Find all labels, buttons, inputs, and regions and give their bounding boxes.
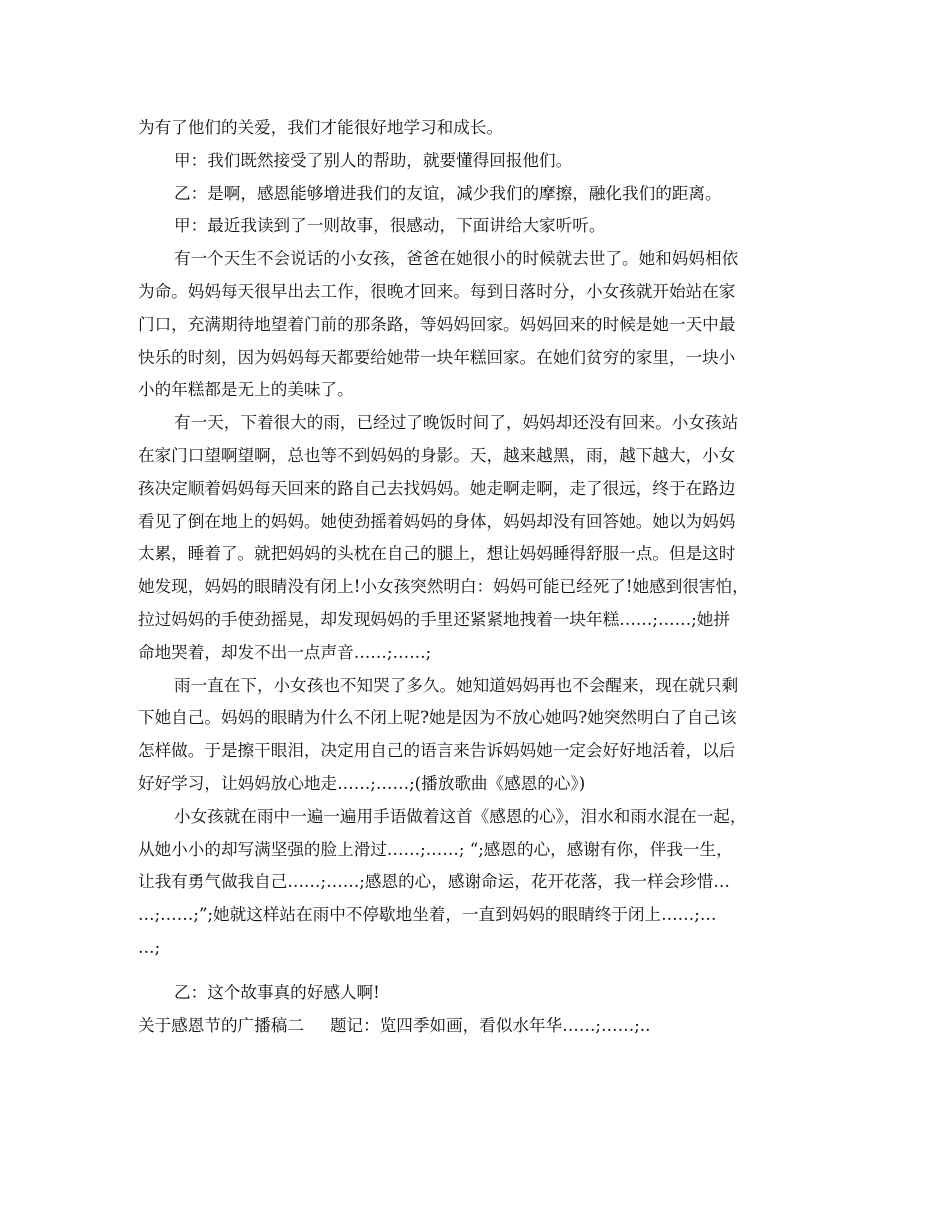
story-paragraph-1-line: 快乐的时刻，因为妈妈每天都要给她带一块年糕回家。在她们贫穷的家里，一块小 — [138, 347, 736, 367]
story-paragraph-4-line: 小女孩就在雨中一遍一遍用手语做着这首《感恩的心》，泪水和雨水混在一起， — [174, 806, 747, 826]
story-paragraph-2-line: 有一天，下着很大的雨，已经过了晚饭时间了，妈妈却还没有回来。小女孩站 — [174, 413, 739, 433]
story-paragraph-3-line: 雨一直在下，小女孩也不知哭了多久。她知道妈妈再也不会醒来，现在就只剩 — [174, 675, 739, 695]
section-epigraph: 题记：览四季如画，看似水年华……;……;.. — [329, 1015, 651, 1035]
story-paragraph-4-line: 从她小小的却写满坚强的脸上滑过……;……; “;感恩的心，感谢有你，伴我一生， — [138, 839, 733, 859]
story-paragraph-4-line: …;……;”;她就这样站在雨中不停歇地坐着，一直到妈妈的眼睛终于闭上……;… — [138, 905, 717, 925]
story-paragraph-3-line: 好好学习，让妈妈放心地走……;……;(播放歌曲《感恩的心》) — [138, 773, 586, 793]
dialogue-line-yi: 乙：这个故事真的好感人啊! — [174, 982, 380, 1002]
next-section-line — [138, 1010, 818, 1043]
story-paragraph-2-line: 命地哭着，却发不出一点声音……;……; — [138, 642, 432, 662]
story-paragraph-2-line: 看见了倒在地上的妈妈。她使劲摇着妈妈的身体，妈妈却没有回答她。她以为妈妈 — [138, 511, 736, 531]
story-paragraph-4-line: 让我有勇气做我自己……;……;感恩的心，感谢命运，花开花落，我一样会珍惜… — [138, 872, 730, 892]
story-paragraph-4-line: …; — [138, 937, 161, 957]
dialogue-line-yi: 乙：是啊，感恩能够增进我们的友谊，减少我们的摩擦，融化我们的距离。 — [174, 183, 722, 203]
story-paragraph-2-line: 太累，睡着了。就把妈妈的头枕在自己的腿上，想让妈妈睡得舒服一点。但是这时 — [138, 544, 736, 564]
dialogue-line-jia: 甲：我们既然接受了别人的帮助，就要懂得回报他们。 — [174, 150, 573, 170]
dialogue-line-jia: 甲：最近我读到了一则故事，很感动，下面讲给大家听听。 — [174, 216, 606, 236]
story-paragraph-2-line: 在家门口望啊望啊，总也等不到妈妈的身影。天，越来越黑，雨，越下越大，小女 — [138, 445, 736, 465]
story-paragraph-2-line: 她发现，妈妈的眼睛没有闭上!小女孩突然明白：妈妈可能已经死了!她感到很害怕， — [138, 577, 749, 597]
paragraph-gap — [138, 965, 818, 977]
story-paragraph-3-line: 怎样做。于是擦干眼泪，决定用自己的语言来告诉妈妈她一定会好好地活着，以后 — [138, 741, 736, 761]
story-paragraph-1-line: 为命。妈妈每天很早出去工作，很晚才回来。每到日落时分，小女孩就开始站在家 — [138, 281, 736, 301]
story-paragraph-2-line: 孩决定顺着妈妈每天回来的路自己去找妈妈。她走啊走啊，走了很远，终于在路边 — [138, 478, 736, 498]
story-paragraph-1-line: 小的年糕都是无上的美味了。 — [138, 380, 354, 400]
story-paragraph-1-line: 有一个天生不会说话的小女孩，爸爸在她很小的时候就去世了。她和妈妈相依 — [174, 249, 739, 269]
story-paragraph-1-line: 门口，充满期待地望着门前的那条路，等妈妈回家。妈妈回来的时候是她一天中最 — [138, 314, 736, 334]
story-paragraph-2-line: 拉过妈妈的手使劲摇晃，却发现妈妈的手里还紧紧地拽着一块年糕……;……;她拼 — [138, 609, 730, 629]
document-body — [138, 112, 818, 1042]
section-title: 关于感恩节的广播稿二 — [138, 1015, 304, 1035]
text-line-continuation: 为有了他们的关爱，我们才能很好地学习和成长。 — [138, 118, 504, 137]
story-paragraph-3-line: 下她自己。妈妈的眼睛为什么不闭上呢?她是因为不放心她吗?她突然明白了自己该 — [138, 708, 737, 728]
